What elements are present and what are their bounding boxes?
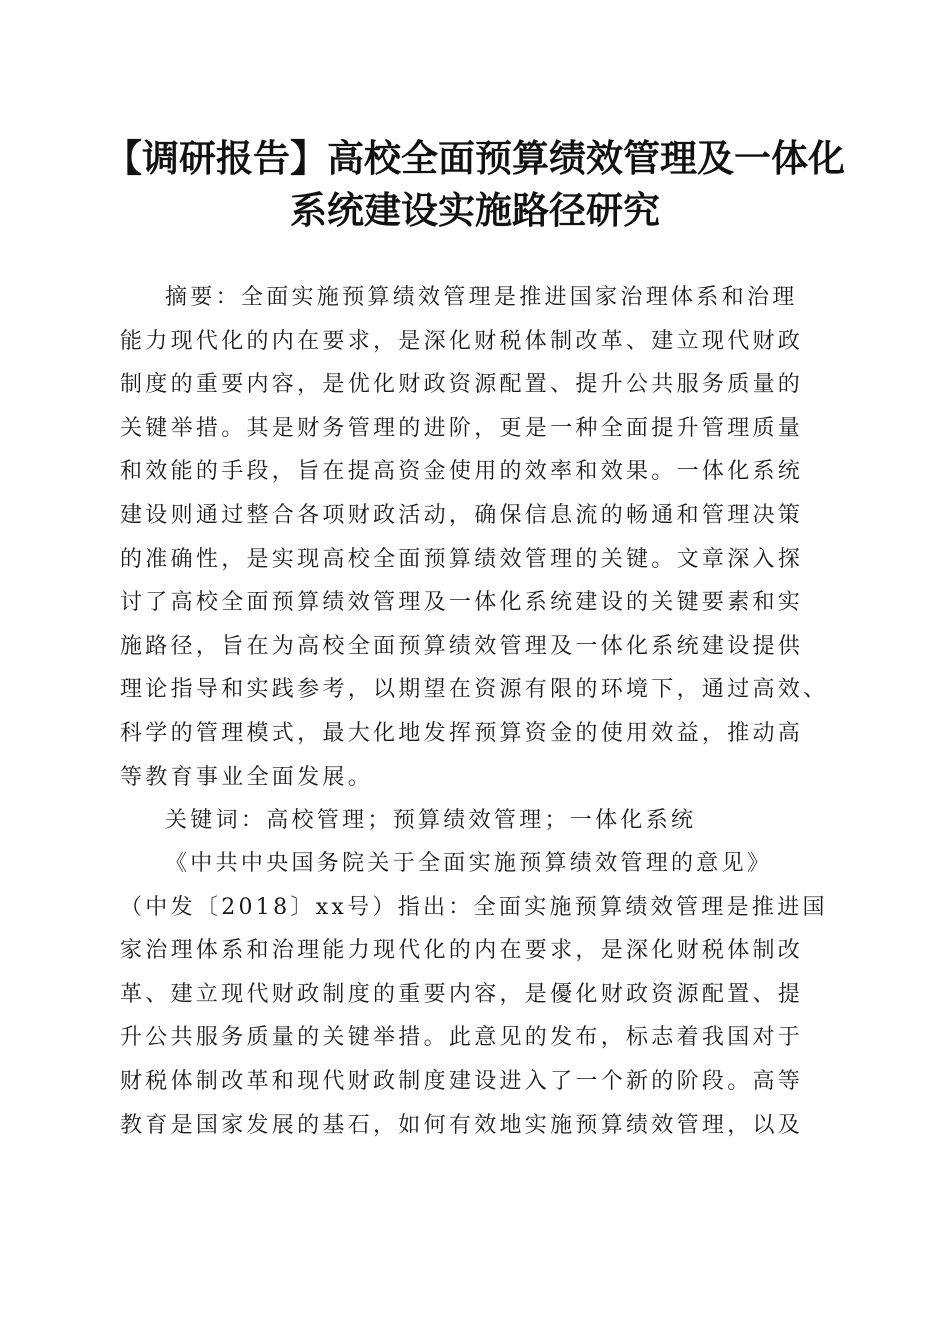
abstract-line: 制度的重要内容，是优化财政资源配置、提升公共服务质量的 bbox=[120, 372, 804, 398]
document-title bbox=[60, 132, 890, 236]
body-line: 《中共中央国务院关于全面实施预算绩效管理的意见》 bbox=[165, 851, 773, 876]
abstract-line: 的准确性，是实现高校全面预算绩效管理的关键。文章深入探 bbox=[120, 546, 804, 572]
abstract-line: 施路径，旨在为高校全面预算绩效管理及一体化系统建设提供 bbox=[120, 633, 804, 659]
abstract-paragraph bbox=[120, 276, 835, 799]
abstract-line: 建设则通过整合各项财政活动，确保信息流的畅通和管理决策 bbox=[120, 502, 804, 528]
abstract-line: 摘要：全面实施预算绩效管理是推进国家治理体系和治理 bbox=[165, 285, 798, 310]
abstract-line: 关键举措。其是财务管理的进阶，更是一种全面提升管理质量 bbox=[120, 415, 804, 441]
body-line: 教育是国家发展的基石，如何有效地实施预算绩效管理，以及 bbox=[120, 1112, 804, 1138]
body-line: 革、建立现代财政制度的重要内容，是優化财政资源配置、提 bbox=[120, 981, 804, 1007]
abstract-line: 科学的管理模式，最大化地发挥预算资金的使用效益，推动高 bbox=[120, 720, 804, 746]
body-line: 家治理体系和治理能力现代化的内在要求，是深化财税体制改 bbox=[120, 938, 804, 964]
abstract-line: 等教育事业全面发展。 bbox=[120, 764, 374, 790]
abstract-line: 和效能的手段，旨在提高资金使用的效率和效果。一体化系统 bbox=[120, 459, 804, 485]
title-line-1: 【调研报告】高校全面预算绩效管理及一体化 bbox=[105, 136, 845, 180]
body-paragraph bbox=[120, 842, 835, 1147]
body-line: （中发〔2018〕xx号）指出：全面实施预算绩效管理是推进国 bbox=[120, 894, 828, 920]
body-line: 升公共服务质量的关键举措。此意见的发布，标志着我国对于 bbox=[120, 1025, 804, 1051]
abstract-line: 能力现代化的内在要求，是深化财税体制改革、建立现代财政 bbox=[120, 328, 804, 354]
body-line: 财税体制改革和现代财政制度建设进入了一个新的阶段。高等 bbox=[120, 1068, 804, 1094]
abstract-line: 讨了高校全面预算绩效管理及一体化系统建设的关键要素和实 bbox=[120, 590, 804, 616]
title-line-2: 系统建设实施路径研究 bbox=[290, 188, 660, 232]
keywords-line: 关键词：高校管理；预算绩效管理；一体化系统 bbox=[165, 808, 697, 833]
abstract-line: 理论指导和实践参考，以期望在资源有限的环境下，通过高效、 bbox=[120, 677, 829, 703]
keywords-paragraph bbox=[120, 799, 835, 843]
